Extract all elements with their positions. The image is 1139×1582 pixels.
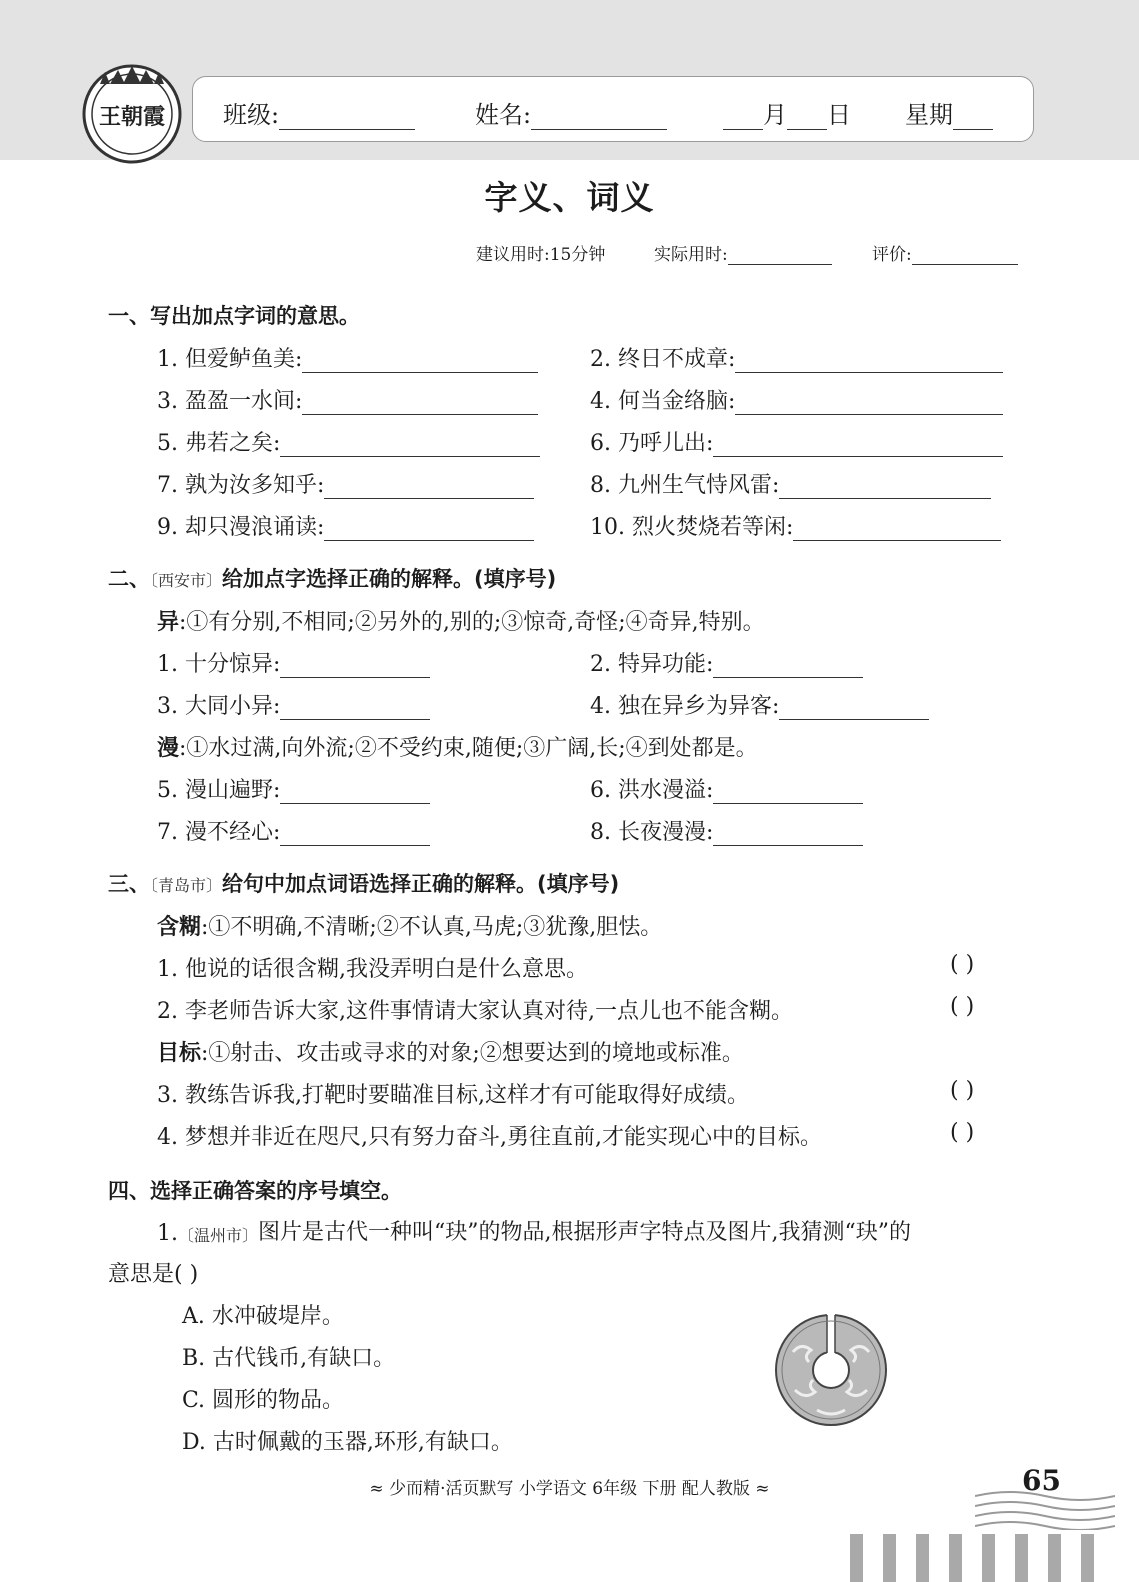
option-d[interactable]: D. 古时佩戴的玉器,环形,有缺口。 [182, 1430, 513, 1455]
edge-bar [850, 1534, 863, 1582]
s2-answer-line[interactable] [280, 696, 430, 720]
s1-item: 10. 烈火焚烧若等闲: [590, 510, 1001, 541]
s2-item: 8. 长夜漫漫: [590, 815, 863, 846]
definition-mubiao: 目标:①射击、攻击或寻求的对象;②想要达到的境地或标准。 [157, 1041, 744, 1066]
s1-item: 3. 盈盈一水间: [157, 384, 538, 415]
edge-bar [916, 1534, 929, 1582]
edge-bar [883, 1534, 896, 1582]
logo-text: 王朝霞 [98, 104, 166, 130]
s1-item: 7. 孰为汝多知乎: [157, 468, 534, 499]
s3-sentence: 2. 李老师告诉大家,这件事情请大家认真对待,一点儿也不能含糊。 [157, 999, 793, 1024]
s1-answer-line[interactable] [324, 517, 534, 541]
option-c[interactable]: C. 圆形的物品。 [182, 1388, 345, 1413]
edge-bar [949, 1534, 962, 1582]
option-b[interactable]: B. 古代钱币,有缺口。 [182, 1346, 396, 1371]
definition-yi: 异:①有分别,不相同;②另外的,别的;③惊奇,奇怪;④奇异,特别。 [157, 610, 765, 635]
publisher-logo [78, 58, 186, 166]
class-label: 班级: [223, 101, 280, 129]
s2-answer-line[interactable] [779, 696, 929, 720]
edge-bar [1015, 1534, 1028, 1582]
day-label: 日 [827, 101, 851, 129]
s1-answer-line[interactable] [280, 433, 540, 457]
name-field[interactable] [531, 106, 667, 130]
actual-time-field[interactable] [728, 247, 832, 265]
s1-item: 5. 弗若之矣: [157, 426, 540, 457]
class-field[interactable] [279, 106, 415, 130]
region-tag: 〔西安市〕 [150, 571, 223, 590]
s1-answer-line[interactable] [779, 475, 991, 499]
edge-bar [982, 1534, 995, 1582]
section2-heading: 二、〔西安市〕给加点字选择正确的解释。(填序号) [108, 567, 557, 591]
region-tag: 〔青岛市〕 [150, 876, 223, 895]
s1-item: 2. 终日不成章: [590, 342, 1003, 373]
week-label: 星期 [905, 101, 953, 129]
answer-parentheses[interactable]: ( ) [950, 952, 975, 977]
s1-answer-line[interactable] [793, 517, 1001, 541]
section4-heading: 四、选择正确答案的序号填空。 [108, 1179, 402, 1203]
s1-answer-line[interactable] [302, 391, 538, 415]
region-tag: 〔温州市〕 [178, 1226, 259, 1245]
edge-bar [1081, 1534, 1094, 1582]
s1-answer-line[interactable] [735, 349, 1003, 373]
answer-parentheses[interactable]: ( ) [950, 994, 975, 1019]
page-number: 65 [1022, 1464, 1061, 1497]
s1-answer-line[interactable] [324, 475, 534, 499]
evaluation-field[interactable] [912, 247, 1018, 265]
option-a[interactable]: A. 水冲破堤岸。 [182, 1304, 344, 1329]
evaluation-label: 评价: [872, 245, 912, 265]
s2-item: 5. 漫山遍野: [157, 773, 430, 804]
month-field[interactable] [723, 106, 763, 130]
s2-answer-line[interactable] [280, 822, 430, 846]
answer-parentheses[interactable]: ( ) [950, 1078, 975, 1103]
s2-item: 4. 独在异乡为异客: [590, 689, 929, 720]
s1-item: 8. 九州生气恃风雷: [590, 468, 991, 499]
actual-time-label: 实际用时: [654, 245, 728, 265]
s1-item: 9. 却只漫浪诵读: [157, 510, 534, 541]
footer-series: ≈ 少而精·活页默写 小学语文 6年级 下册 配人教版 ≈ [369, 1479, 770, 1499]
s1-item: 1. 但爱鲈鱼美: [157, 342, 538, 373]
wave-decoration-icon [975, 1486, 1115, 1530]
answer-parentheses[interactable]: ( ) [950, 1120, 975, 1145]
s3-sentence: 3. 教练告诉我,打靶时要瞄准目标,这样才有可能取得好成绩。 [157, 1083, 749, 1108]
s2-item: 3. 大同小异: [157, 689, 430, 720]
s2-item: 7. 漫不经心: [157, 815, 430, 846]
section1-heading: 一、写出加点字词的意思。 [108, 304, 360, 328]
day-field[interactable] [787, 106, 827, 130]
s3-sentence: 1. 他说的话很含糊,我没弄明白是什么意思。 [157, 957, 588, 982]
s2-answer-line[interactable] [713, 654, 863, 678]
section3-heading: 三、〔青岛市〕给句中加点词语选择正确的解释。(填序号) [108, 872, 620, 896]
s1-item: 4. 何当金络脑: [590, 384, 1003, 415]
jade-jue-image [773, 1312, 889, 1428]
s1-item: 6. 乃呼儿出: [590, 426, 1003, 457]
s2-item: 1. 十分惊异: [157, 647, 430, 678]
s1-answer-line[interactable] [735, 391, 1003, 415]
definition-man: 漫:①水过满,向外流;②不受约束,随便;③广阔,长;④到处都是。 [157, 736, 758, 761]
s4-question-line2: 意思是( ) [108, 1262, 199, 1287]
s2-answer-line[interactable] [280, 780, 430, 804]
student-info-box [192, 76, 1034, 142]
suggested-time: 建议用时:15分钟 [476, 245, 606, 265]
name-label: 姓名: [475, 101, 532, 129]
s2-answer-line[interactable] [713, 822, 863, 846]
s4-question-line1: 1. 〔温州市〕 图片是古代一种叫“玦”的物品,根据形声字特点及图片,我猜测“玦”的 [157, 1220, 911, 1246]
s2-item: 6. 洪水漫溢: [590, 773, 863, 804]
month-label: 月 [763, 101, 787, 129]
edge-bar [1048, 1534, 1061, 1582]
s1-answer-line[interactable] [713, 433, 1003, 457]
s1-answer-line[interactable] [302, 349, 538, 373]
s2-answer-line[interactable] [713, 780, 863, 804]
page-title: 字义、词义 [484, 178, 655, 217]
definition-hanhu: 含糊:①不明确,不清晰;②不认真,马虎;③犹豫,胆怯。 [157, 915, 663, 940]
s2-answer-line[interactable] [280, 654, 430, 678]
s3-sentence: 4. 梦想并非近在咫尺,只有努力奋斗,勇往直前,才能实现心中的目标。 [157, 1125, 822, 1150]
week-field[interactable] [953, 106, 993, 130]
s2-item: 2. 特异功能: [590, 647, 863, 678]
